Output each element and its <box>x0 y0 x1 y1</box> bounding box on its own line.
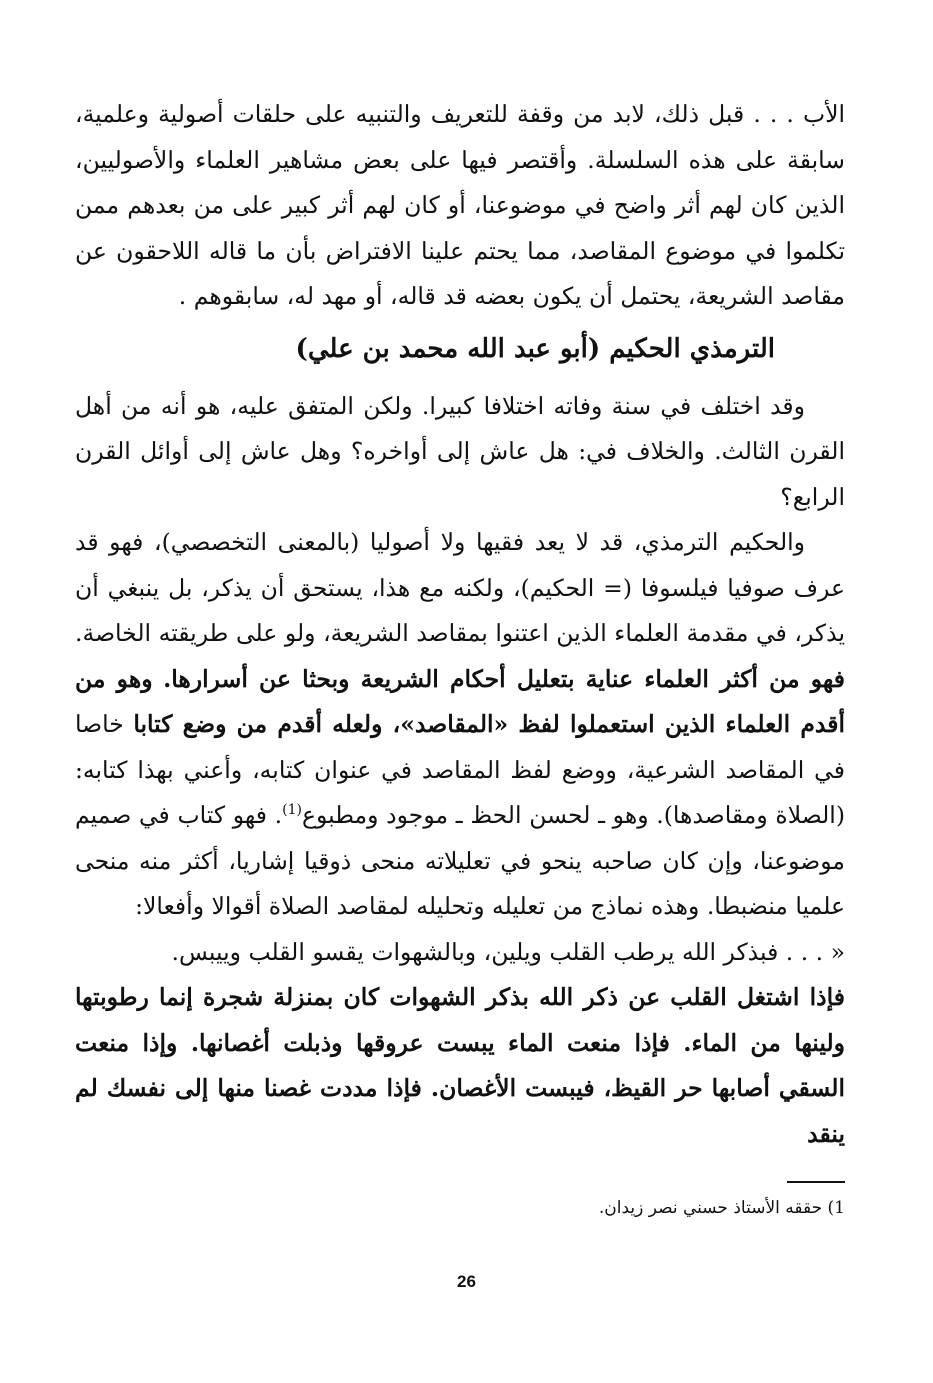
footnote-divider <box>787 1181 845 1183</box>
paragraph-text: وهذه نماذج من تعليله وتحليله لمقاصد الصلاة أقوالا وأفعالا: <box>135 892 700 920</box>
quote-body: فإذا اشتغل القلب عن ذكر الله بذكر الشهوات كان بمنزلة شجرة إنما رطوبتها ولينها من الماء. فإذا منعت الماء يبست عروقها وذبلت أغصانها. وإذا منعت السقي أصابها حر القيظ، فيبست الأغصان. فإذا مددت غصنا منها إلى نفسك لم ينقد <box>75 983 845 1148</box>
quote-first-line: « . . . فبذكر الله يرطب القلب ويلين، وبالشهوات يقسو القلب وييبس. <box>171 937 845 966</box>
page-body <box>75 92 845 1157</box>
paragraph-intro: الأب . . . قبل ذلك، لابد من وقفة للتعريف والتنبيه على حلقات أصولية وعلمية، سابقة على هذه السلسلة. وأقتصر فيها على بعض مشاهير العلماء والأصوليين، الذين كان لهم أثر واضح في موضوعنا، أو كان لهم أثر كبير على من بعدهم ممن تكلموا في موضوع المقاصد، مما يحتم علينا الافتراض بأن ما قاله اللاحقون عن مقاصد الشريعة، يحتمل أن يكون بعضه قد قاله، أو مهد له، سابقوهم . <box>75 100 845 310</box>
emphasis-text: فهو من أكثر العلماء عناية بتعليل أحكام الشريعة وبحثا عن أسرارها. <box>163 664 845 693</box>
paragraph-death-date: وقد اختلف في سنة وفاته اختلافا كبيرا. ولكن المتفق عليه، هو أنه من أهل القرن الثالث. والخلاف في: هل عاش إلى أواخره؟ وهل عاش إلى أوائل القرن الرابع؟ <box>75 391 845 511</box>
paragraph-text: خاصا في المقاصد الشرعية، ووضع لفظ المقاصد في عنوان كتابه، وأعني بهذا كتابه: (الصلاة ومقاصدها). وهو ـ لحسن الحظ ـ موجود ومطبوع <box>75 710 845 829</box>
paragraph-text: والحكيم الترمذي، قد لا يعد فقيها ولا أصوليا (بالمعنى التخصصي)، فهو قد عرف صوفيا فيلسوفا (= الحكيم)، ولكنه مع هذا، يستحق أن يذكر، بل ينبغي أن يذكر، في مقدمة العلماء الذين اعتنوا بمقاصد الشريعة، ولو على طريقته الخاصة. <box>75 528 845 647</box>
section-heading: الترمذي الحكيم (أبو عبد الله محمد بن علي) <box>295 333 775 364</box>
footnote <box>145 1193 845 1223</box>
footnote-number: 1) <box>827 1198 845 1218</box>
footnote-text: حققه الأستاذ حسني نصر زيدان. <box>598 1198 823 1218</box>
emphasis-text: وهو من أقدم العلماء الذين استعملوا لفظ «المقاصد»، ولعله أقدم من وضع كتابا <box>75 664 845 738</box>
paragraph-text: . فهو كتاب في صميم موضوعنا، وإن كان صاحبه ينحو في تعليلاته منحى ذوقيا إشاريا، أكثر منه منحى علميا منضبطا. <box>75 801 845 920</box>
page-number: 26 <box>457 1272 476 1291</box>
footnote-reference[interactable]: (1) <box>282 802 303 819</box>
paragraph-hakim-tirmidhi <box>75 520 845 930</box>
